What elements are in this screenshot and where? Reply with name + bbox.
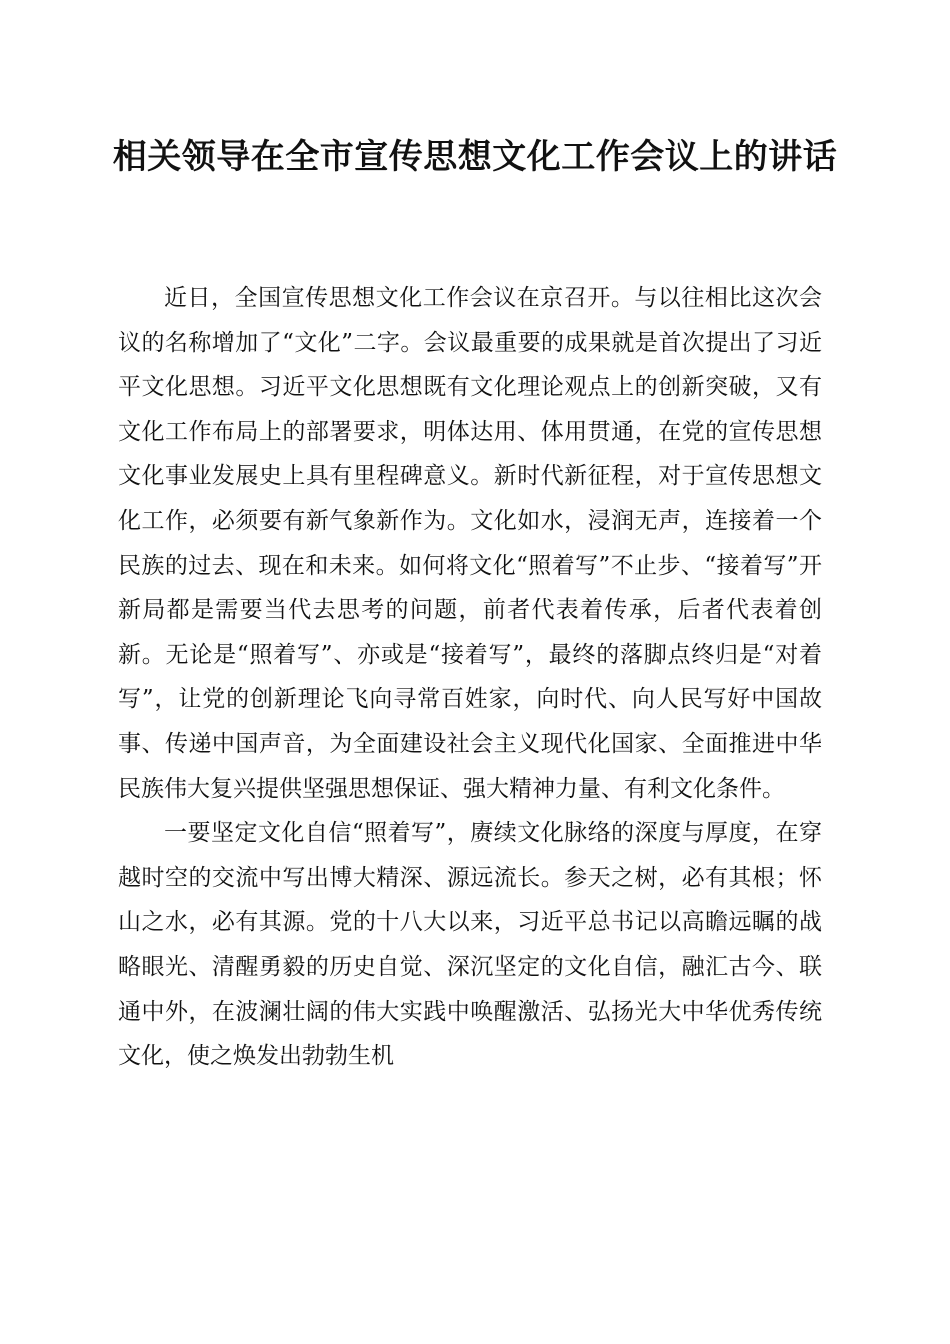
- paragraph-1: 近日，全国宣传思想文化工作会议在京召开。与以往相比这次会议的名称增加了“文化”二字。会议最重要的成果就是首次提出了习近平文化思想。习近平文化思想既有文化理论观点上的创新突破，又有文化工作布局上的部署要求，明体达用、体用贯通，在党的宣传思想文化事业发展史上具有里程碑意义。新时代新征程，对于宣传思想文化工作，必须要有新气象新作为。文化如水，浸润无声，连接着一个民族的过去、现在和未来。如何将文化“照着写”不止步、“接着写”开新局都是需要当代去思考的问题，前者代表着传承，后者代表着创新。无论是“照着写”、亦或是“接着写”，最终的落脚点终归是“对着写”，让党的创新理论飞向寻常百姓家，向时代、向人民写好中国故事、传递中国声音，为全面建设社会主义现代化国家、全面推进中华民族伟大复兴提供坚强思想保证、强大精神力量、有利文化条件。: [118, 285, 822, 802]
- document-title: 相关领导在全市宣传思想文化工作会议上的讲话: [112, 137, 838, 177]
- document-body: [118, 276, 822, 1079]
- paragraph-2: 一要坚定文化自信“照着写”，赓续文化脉络的深度与厚度，在穿越时空的交流中写出博大精深、源远流长。参天之树，必有其根；怀山之水，必有其源。党的十八大以来，习近平总书记以高瞻远瞩的战略眼光、清醒勇毅的历史自觉、深沉坚定的文化自信，融汇古今、联通中外，在波澜壮阔的伟大实践中唤醒激活、弘扬光大中华优秀传统文化，使之焕发出勃勃生机: [118, 820, 822, 1070]
